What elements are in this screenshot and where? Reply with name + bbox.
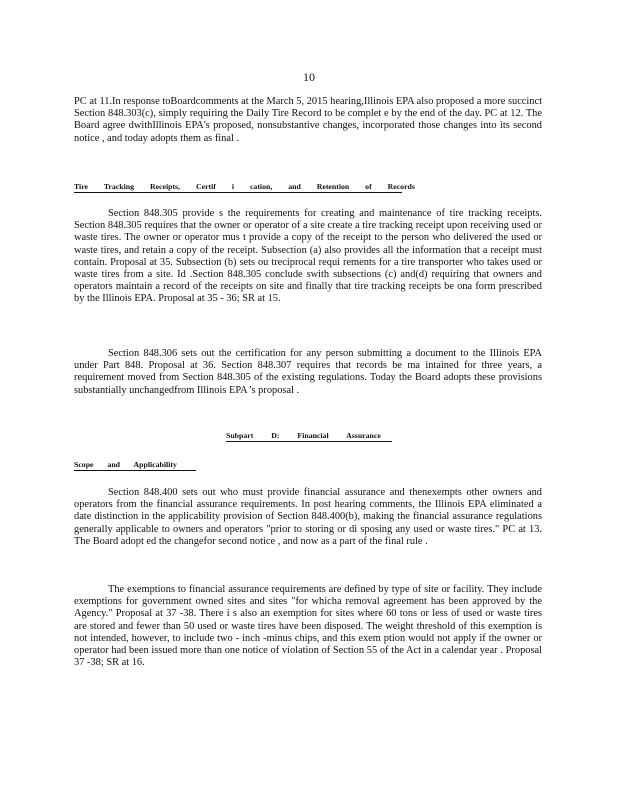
heading-subpart-d-financial-assurance: Subpart D: Financial Assurance (226, 431, 392, 442)
heading-tire-tracking-receipts: Tire Tracking Receipts, Certif i cation, and Retention of Records (74, 182, 415, 191)
paragraph-section-848-306: Section 848.306 sets out the certification for any person submitting a document to the Illinois EPA under Part 848. Proposal at 36. Section 848.307 requires that records be ma intained for three years, a requirement moved from Section 848.305 of the existing regulations. Today the Board adopts these provisions substantially unchangedfrom Illinois EPA 's proposal . (74, 348, 542, 396)
page-number: 10 (303, 70, 315, 84)
paragraph-section-848-305: Section 848.305 provide s the requirements for creating and maintenance of tire tracking receipts. Section 848.305 requires that the owner or operator of a site create a tire tracking receipt upon receiving used or waste tires. The owner or operator mus t provide a copy of the receipt to the person who delivered the used or waste tires, and retain a copy of the receipt. Subsection (a) also provides all the information that a receipt must contain. Proposal at 35. Subsection (b) sets ou treciprocal requi rements for a tire transporter who takes used or waste tires from a site. Id .Section 848.305 conclude swith subsections (c) and(d) requiring that owners and operators maintain a record of the receipts on site and finally that tire tracking receipts be ona form prescribed by the Illinois EPA. Proposal at 35 - 36; SR at 15. (74, 208, 542, 305)
heading-scope-and-applicability: Scope and Applicability (74, 460, 196, 471)
paragraph-exemptions: The exemptions to financial assurance requirements are defined by type of site or facility. They include exemptions for government owned sites and sites "for whicha removal agreement has been approved by the Agency." Proposal at 37 -38. There i s also an exemption for sites where 60 tons or less of used or waste tires are stored and fewer than 50 used or waste tires have been disposed. The weight threshold of this exemption is not intended, however, to include two - inch -minus chips, and this exem ption would not apply if the owner or operator had been issued more than one notice of violation of Section 55 of the Act in a calendar year . Proposal 37 -38; SR at 16. (74, 584, 542, 669)
paragraph-response-to-board: PC at 11.In response toBoardcomments at the March 5, 2015 hearing,Illinois EPA also proposed a more succinct Section 848.303(c), simply requiring the Daily Tire Record to be complet e by the end of the day. PC at 12. The Board agree dwithIllinois EPA's proposed, nonsubstantive changes, incorporated those changes into its second notice , and today adopts them as final . (74, 96, 542, 144)
paragraph-section-848-400: Section 848.400 sets out who must provide financial assurance and thenexempts other owners and operators from the financial assurance requirements. In post hearing comments, the Illinois EPA eliminated a date distinction in the applicability provision of Section 848.400(b), making the financial assurance regulations generally applicable to owners and operators "prior to storing or di sposing any used or waste tires." PC at 13. The Board adopt ed the changefor second notice , and now as a part of the final rule . (74, 487, 542, 547)
